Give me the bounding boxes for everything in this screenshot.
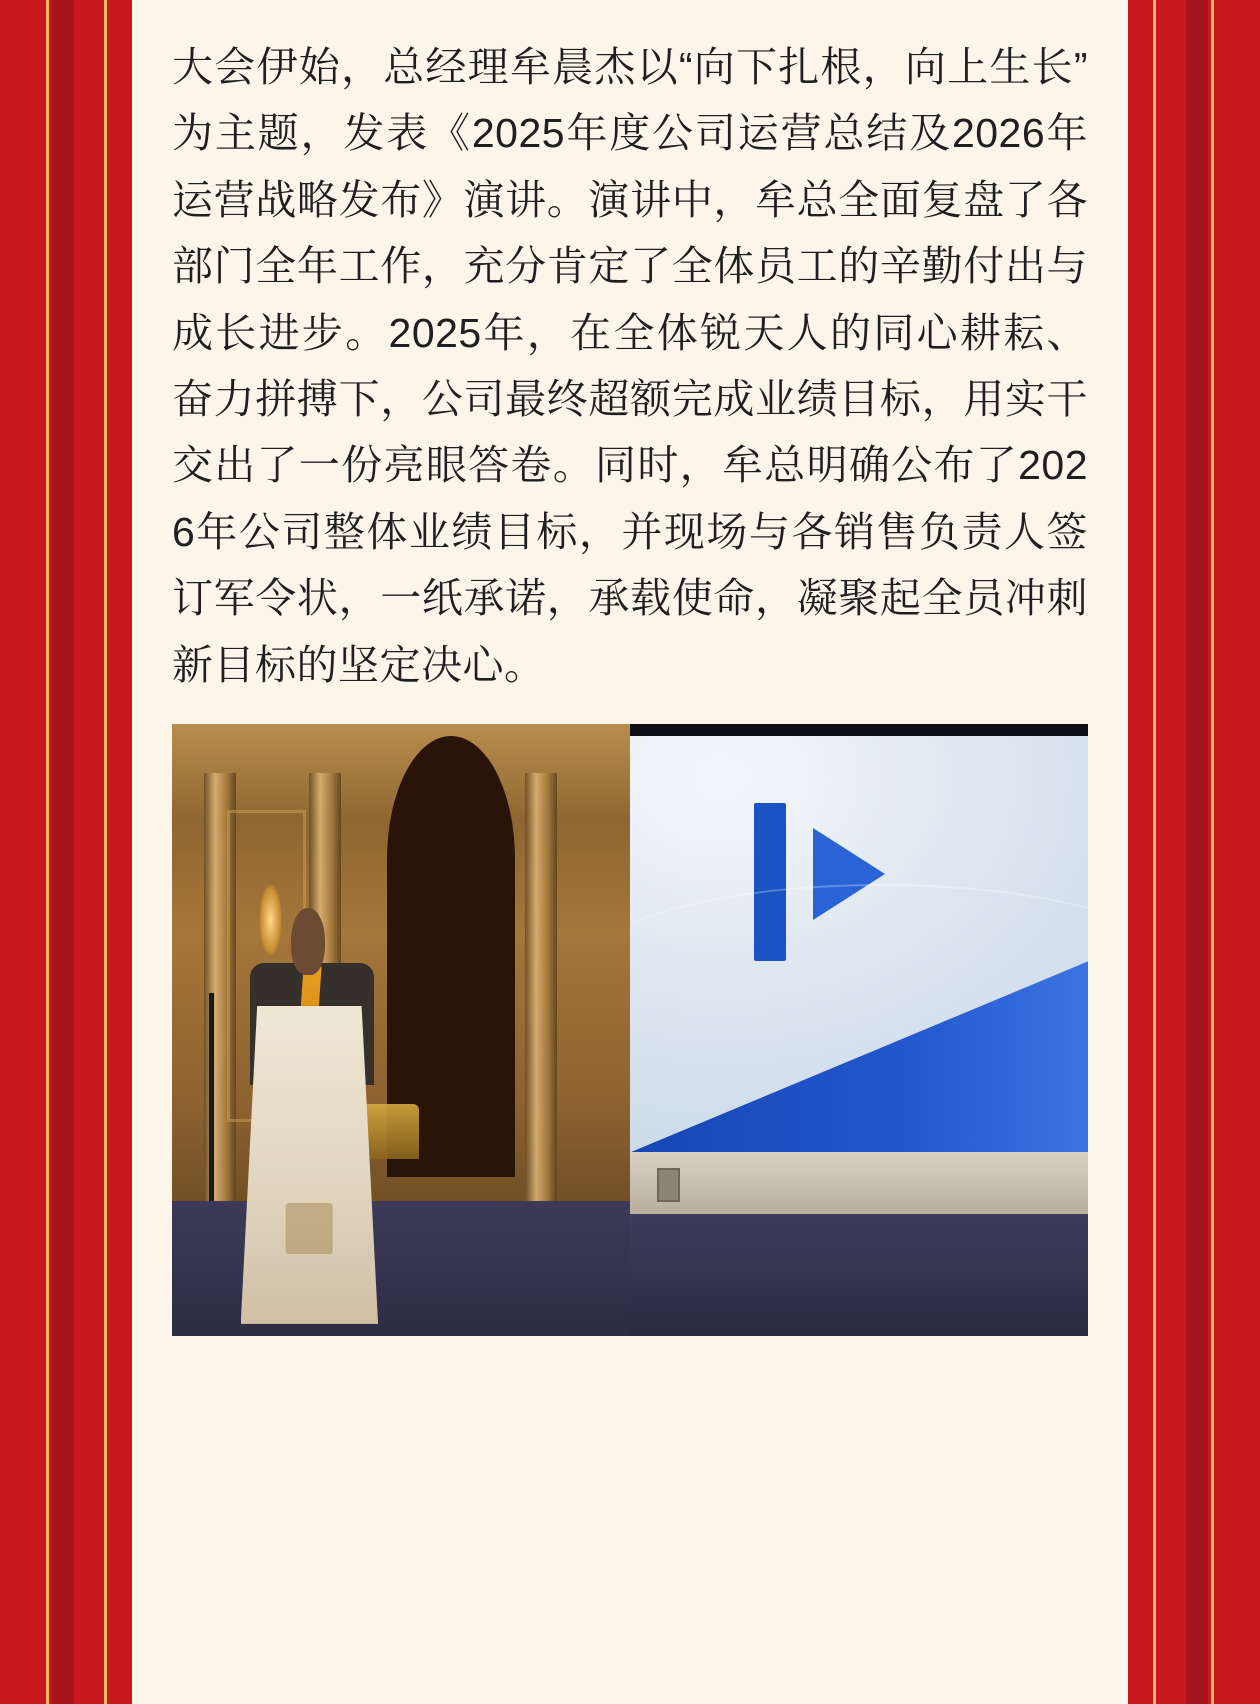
photo-speaker-head [291, 908, 325, 975]
photo-screen-side [630, 724, 1088, 1336]
photo-wall-sconce [259, 883, 282, 956]
left-border-gold-line-1 [46, 0, 49, 1704]
photo-floor-right [630, 1214, 1088, 1336]
right-decorative-border [1128, 0, 1260, 1704]
left-border-inner-stripe [52, 0, 74, 1704]
photo-hall-background [172, 724, 630, 1336]
right-border-gold-line-2 [1153, 0, 1156, 1704]
photo-floor-left [172, 1201, 630, 1336]
photo-canvas [172, 724, 1088, 1336]
photo-podium-logo [286, 1203, 333, 1254]
photo-pillar-right [525, 773, 557, 1201]
left-decorative-border [0, 0, 132, 1704]
photo-podium [241, 1006, 378, 1324]
photo-projection-screen [630, 736, 1088, 1152]
right-border-inner-stripe [1186, 0, 1208, 1704]
article-body-text: 大会伊始，总经理牟晨杰以“向下扎根，向上生长”为主题，发表《2025年度公司运营总结及2026年运营战略发布》演讲。演讲中，牟总全面复盘了各部门全年工作，充分肯定了全体员工的辛勤付出与成长进步。2025年，在全体锐天人的同心耕耘、奋力拼搏下，公司最终超额完成业绩目标，用实干交出了一份亮眼答卷。同时，牟总明确公布了2026年公司整体业绩目标，并现场与各销售负责人签订军令状，一纸承诺，承载使命，凝聚起全员冲刺新目标的坚定决心。 [172, 44, 1088, 688]
right-border-gold-line-1 [1211, 0, 1214, 1704]
photo-screen-baseboard [630, 1152, 1088, 1213]
article-photo [172, 724, 1088, 1336]
left-border-gold-line-2 [104, 0, 107, 1704]
photo-mic-stand [209, 993, 214, 1201]
content-card [132, 0, 1128, 1704]
photo-wall-outlet [657, 1168, 679, 1203]
